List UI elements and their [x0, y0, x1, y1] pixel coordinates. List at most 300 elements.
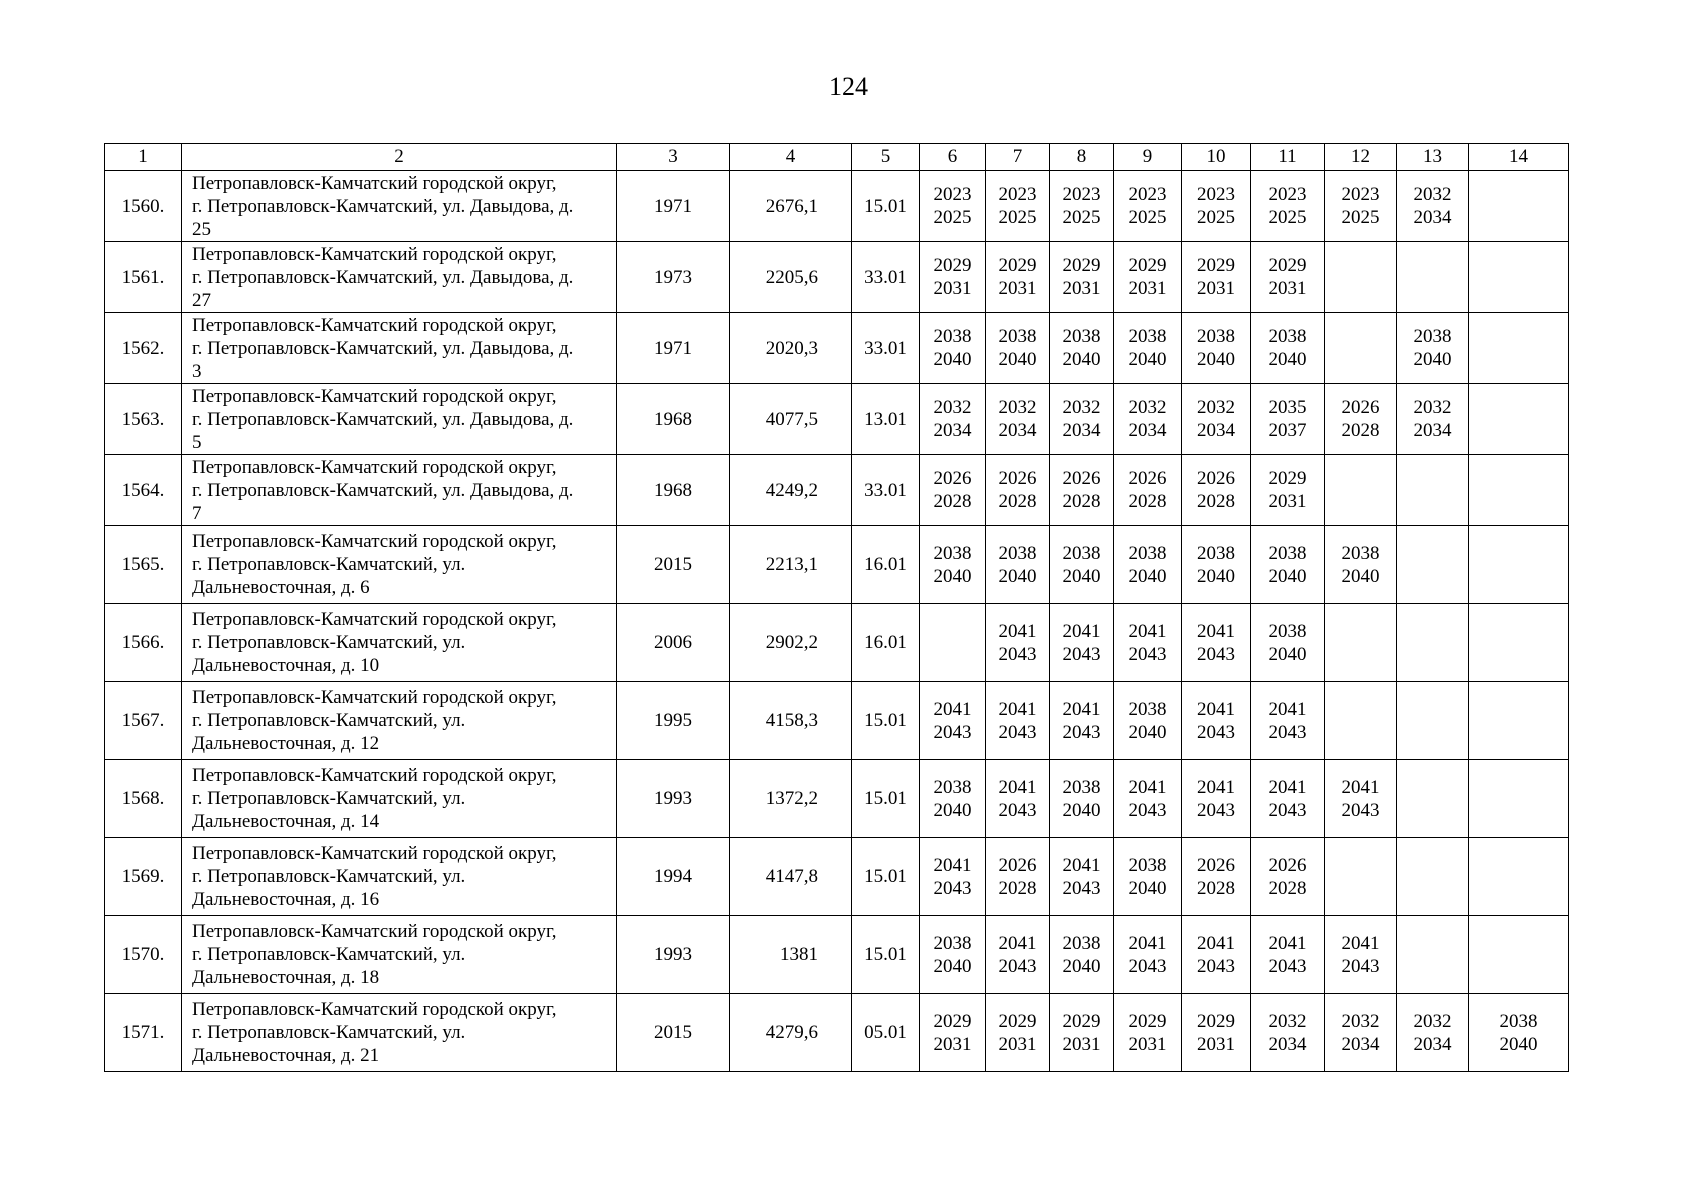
period-start-year: 2032 [1268, 1010, 1307, 1032]
period-cell [1251, 994, 1325, 1072]
table-row [105, 384, 1569, 455]
row-number-cell: 1563. [105, 384, 182, 455]
period-start-year: 2041 [1197, 620, 1235, 642]
table-row [105, 994, 1569, 1072]
period-cell [1114, 994, 1182, 1072]
address-line: 5 [192, 431, 202, 453]
period-end-year: 2043 [1197, 799, 1235, 821]
period-end-year: 2040 [1268, 565, 1307, 587]
period-start-year: 2029 [1062, 255, 1101, 276]
period-cell [986, 838, 1050, 916]
period-cell [1325, 994, 1397, 1072]
period-cell [1325, 604, 1397, 682]
construction-year-cell: 1968 [617, 455, 730, 526]
table-row [105, 171, 1569, 242]
period-cell [1114, 760, 1182, 838]
period-cell [1469, 171, 1569, 242]
period-end-year: 2031 [1268, 278, 1307, 299]
period-end-year: 2034 [998, 420, 1037, 441]
period-cell [1251, 455, 1325, 526]
code-cell: 16.01 [852, 604, 920, 682]
area-cell: 4077,5 [730, 384, 852, 455]
period-end-year: 2040 [933, 565, 972, 587]
period-end-year: 2025 [1197, 207, 1235, 228]
period-end-year: 2025 [998, 207, 1037, 228]
period-cell [1397, 604, 1469, 682]
address-line: Петропавловск-Камчатский городской округ, [192, 843, 557, 864]
period-cell [1114, 838, 1182, 916]
period-cell [1050, 994, 1114, 1072]
period-cell [920, 455, 986, 526]
period-end-year: 2028 [1128, 491, 1167, 512]
row-number-cell: 1570. [105, 916, 182, 994]
period-end-year: 2043 [933, 721, 972, 743]
address-line: г. Петропавловск-Камчатский, ул. Давыдова, д. [192, 266, 574, 288]
period-end-year: 2028 [1268, 877, 1307, 899]
period-start-year: 2029 [933, 255, 972, 276]
period-cell [1469, 242, 1569, 313]
period-start-year: 2029 [1268, 468, 1307, 489]
period-start-year: 2041 [1062, 698, 1101, 720]
period-start-year: 2029 [1128, 255, 1167, 276]
period-cell [1325, 455, 1397, 526]
period-cell [1114, 526, 1182, 604]
period-start-year: 2032 [1413, 397, 1452, 418]
period-cell [920, 916, 986, 994]
period-start-year: 2029 [1197, 255, 1235, 276]
table-row [105, 604, 1569, 682]
period-cell [986, 384, 1050, 455]
period-start-year: 2023 [1197, 184, 1235, 205]
period-cell [986, 916, 1050, 994]
period-cell [1114, 916, 1182, 994]
period-cell [1325, 526, 1397, 604]
period-cell [1251, 526, 1325, 604]
period-end-year: 2043 [998, 955, 1037, 977]
period-cell [1397, 526, 1469, 604]
period-start-year: 2038 [1062, 776, 1101, 798]
period-end-year: 2043 [1128, 643, 1167, 665]
period-end-year: 2043 [998, 799, 1037, 821]
address-cell [182, 455, 617, 526]
code-cell: 33.01 [852, 313, 920, 384]
period-cell [1469, 994, 1569, 1072]
code-cell: 13.01 [852, 384, 920, 455]
period-start-year: 2041 [1062, 854, 1101, 876]
code-cell: 33.01 [852, 242, 920, 313]
period-cell [1397, 916, 1469, 994]
period-end-year: 2043 [1268, 955, 1307, 977]
code-cell: 05.01 [852, 994, 920, 1072]
address-line: Петропавловск-Камчатский городской округ, [192, 385, 557, 407]
period-cell [986, 760, 1050, 838]
period-cell [1114, 242, 1182, 313]
period-start-year: 2026 [1341, 397, 1380, 418]
period-start-year: 2038 [933, 776, 972, 798]
period-end-year: 2043 [1341, 799, 1380, 821]
period-cell [1050, 171, 1114, 242]
construction-year-cell: 2006 [617, 604, 730, 682]
period-cell [920, 604, 986, 682]
period-end-year: 2034 [933, 420, 972, 441]
address-line: 7 [192, 502, 202, 524]
period-end-year: 2040 [1128, 565, 1167, 587]
period-cell [1325, 171, 1397, 242]
period-end-year: 2025 [1128, 207, 1167, 228]
address-cell [182, 916, 617, 994]
row-number-cell: 1568. [105, 760, 182, 838]
period-cell [1325, 838, 1397, 916]
area-cell: 4279,6 [730, 994, 852, 1072]
period-cell [1469, 682, 1569, 760]
period-cell [986, 604, 1050, 682]
period-cell [986, 455, 1050, 526]
period-start-year: 2026 [933, 468, 972, 489]
address-line: г. Петропавловск-Камчатский, ул. [192, 788, 466, 809]
period-cell [920, 682, 986, 760]
address-line: Петропавловск-Камчатский городской округ, [192, 999, 557, 1020]
period-start-year: 2038 [933, 542, 972, 564]
period-end-year: 2034 [1128, 420, 1167, 441]
row-number-cell: 1571. [105, 994, 182, 1072]
period-cell [1469, 455, 1569, 526]
period-start-year: 2041 [998, 698, 1037, 720]
code-cell: 15.01 [852, 838, 920, 916]
period-start-year: 2038 [1499, 1010, 1538, 1032]
period-end-year: 2025 [933, 207, 972, 228]
header-cell: 10 [1182, 144, 1251, 171]
period-cell [1050, 313, 1114, 384]
period-cell [1325, 682, 1397, 760]
period-cell [1397, 384, 1469, 455]
table-row [105, 242, 1569, 313]
period-cell [1050, 526, 1114, 604]
period-cell [1182, 242, 1251, 313]
period-cell [1251, 384, 1325, 455]
construction-year-cell: 2015 [617, 526, 730, 604]
period-cell [1182, 838, 1251, 916]
period-start-year: 2023 [1128, 184, 1167, 205]
period-end-year: 2028 [933, 491, 972, 512]
address-line: Дальневосточная, д. 12 [192, 733, 380, 754]
address-line: Петропавловск-Камчатский городской округ, [192, 687, 557, 708]
code-cell: 15.01 [852, 171, 920, 242]
period-start-year: 2041 [1268, 932, 1307, 954]
address-line: г. Петропавловск-Камчатский, ул. Давыдова, д. [192, 408, 574, 430]
period-start-year: 2023 [998, 184, 1037, 205]
period-end-year: 2043 [1197, 955, 1235, 977]
table-row [105, 313, 1569, 384]
period-cell [1114, 171, 1182, 242]
area-cell: 2205,6 [730, 242, 852, 313]
period-cell [920, 242, 986, 313]
period-cell [1397, 171, 1469, 242]
period-start-year: 2032 [1197, 397, 1235, 418]
period-end-year: 2043 [1062, 721, 1101, 743]
period-cell [1050, 916, 1114, 994]
construction-year-cell: 1968 [617, 384, 730, 455]
period-start-year: 2038 [1197, 326, 1235, 347]
period-start-year: 2032 [1062, 397, 1101, 418]
period-cell [1251, 313, 1325, 384]
period-cell [1251, 604, 1325, 682]
period-cell [1182, 994, 1251, 1072]
period-start-year: 2041 [1197, 698, 1235, 720]
period-end-year: 2034 [1341, 1033, 1380, 1055]
period-start-year: 2038 [1268, 326, 1307, 347]
period-start-year: 2026 [1268, 854, 1307, 876]
address-line: Петропавловск-Камчатский городской округ, [192, 921, 557, 942]
code-cell: 15.01 [852, 916, 920, 994]
period-cell [986, 994, 1050, 1072]
period-start-year: 2041 [1197, 932, 1235, 954]
period-cell [1251, 171, 1325, 242]
header-cell: 6 [920, 144, 986, 171]
area-cell: 1372,2 [730, 760, 852, 838]
row-number-cell: 1560. [105, 171, 182, 242]
period-cell [1114, 313, 1182, 384]
period-end-year: 2043 [1197, 721, 1235, 743]
period-end-year: 2043 [1268, 721, 1307, 743]
period-cell [1182, 455, 1251, 526]
period-end-year: 2031 [1197, 1033, 1235, 1055]
construction-year-cell: 1993 [617, 916, 730, 994]
row-number-cell: 1562. [105, 313, 182, 384]
address-line: г. Петропавловск-Камчатский, ул. [192, 944, 466, 965]
table-body [105, 171, 1569, 1072]
period-cell [1469, 313, 1569, 384]
period-start-year: 2038 [1268, 620, 1307, 642]
period-end-year: 2040 [1062, 955, 1101, 977]
period-cell [1114, 604, 1182, 682]
period-start-year: 2032 [1413, 184, 1452, 205]
period-cell [1397, 313, 1469, 384]
construction-year-cell: 1973 [617, 242, 730, 313]
header-cell: 5 [852, 144, 920, 171]
period-cell [1050, 455, 1114, 526]
period-end-year: 2043 [1128, 799, 1167, 821]
row-number-cell: 1569. [105, 838, 182, 916]
period-end-year: 2040 [998, 349, 1037, 370]
period-cell [1325, 384, 1397, 455]
header-cell: 13 [1397, 144, 1469, 171]
period-start-year: 2041 [998, 776, 1037, 798]
period-start-year: 2035 [1268, 397, 1307, 418]
address-line: Петропавловск-Камчатский городской округ, [192, 314, 557, 336]
period-start-year: 2029 [1268, 255, 1307, 276]
row-number-cell: 1561. [105, 242, 182, 313]
header-cell: 1 [105, 144, 182, 171]
period-end-year: 2040 [1268, 643, 1307, 665]
period-cell [1325, 313, 1397, 384]
code-cell: 33.01 [852, 455, 920, 526]
address-cell [182, 604, 617, 682]
period-end-year: 2040 [1128, 721, 1167, 743]
period-start-year: 2038 [998, 542, 1037, 564]
period-end-year: 2043 [1268, 799, 1307, 821]
period-end-year: 2040 [933, 955, 972, 977]
period-start-year: 2023 [1341, 184, 1380, 205]
code-cell: 15.01 [852, 760, 920, 838]
period-end-year: 2040 [933, 349, 972, 370]
period-end-year: 2040 [1062, 349, 1101, 370]
period-cell [920, 313, 986, 384]
period-cell [1251, 838, 1325, 916]
period-end-year: 2040 [1268, 349, 1307, 370]
period-cell [1182, 313, 1251, 384]
address-line: г. Петропавловск-Камчатский, ул. [192, 866, 466, 887]
period-end-year: 2028 [1197, 491, 1235, 512]
period-end-year: 2025 [1341, 207, 1380, 228]
address-line: Дальневосточная, д. 10 [192, 655, 380, 676]
header-cell: 2 [182, 144, 617, 171]
construction-year-cell: 1995 [617, 682, 730, 760]
address-cell [182, 242, 617, 313]
period-cell [1251, 242, 1325, 313]
period-cell [1469, 760, 1569, 838]
period-end-year: 2031 [1062, 278, 1101, 299]
period-start-year: 2041 [1128, 776, 1167, 798]
address-cell [182, 384, 617, 455]
period-start-year: 2032 [1341, 1010, 1380, 1032]
period-end-year: 2040 [1197, 565, 1235, 587]
period-start-year: 2041 [1128, 620, 1167, 642]
table-row [105, 916, 1569, 994]
period-cell [986, 242, 1050, 313]
period-cell [1397, 994, 1469, 1072]
period-start-year: 2041 [1062, 620, 1101, 642]
address-line: г. Петропавловск-Камчатский, ул. Давыдова, д. [192, 479, 574, 501]
period-end-year: 2043 [933, 877, 972, 899]
period-end-year: 2040 [1197, 349, 1235, 370]
period-start-year: 2026 [1197, 468, 1235, 489]
period-start-year: 2041 [1268, 698, 1307, 720]
construction-year-cell: 1971 [617, 313, 730, 384]
period-start-year: 2029 [998, 255, 1037, 276]
header-cell: 11 [1251, 144, 1325, 171]
period-end-year: 2034 [1268, 1033, 1307, 1055]
period-cell [920, 760, 986, 838]
address-line: Дальневосточная, д. 21 [192, 1045, 380, 1066]
address-line: г. Петропавловск-Камчатский, ул. [192, 632, 466, 653]
construction-year-cell: 2015 [617, 994, 730, 1072]
address-line: г. Петропавловск-Камчатский, ул. [192, 710, 466, 731]
period-cell [1114, 682, 1182, 760]
header-row [105, 144, 1569, 171]
period-cell [1469, 838, 1569, 916]
address-line: г. Петропавловск-Камчатский, ул. Давыдова, д. [192, 195, 574, 217]
period-end-year: 2040 [1128, 349, 1167, 370]
period-end-year: 2028 [998, 491, 1037, 512]
period-start-year: 2032 [933, 397, 972, 418]
header-cell: 4 [730, 144, 852, 171]
area-cell: 2020,3 [730, 313, 852, 384]
period-start-year: 2038 [1413, 326, 1452, 347]
period-start-year: 2023 [1268, 184, 1307, 205]
period-cell [1325, 760, 1397, 838]
period-cell [1050, 682, 1114, 760]
period-cell [1397, 760, 1469, 838]
header-cell: 14 [1469, 144, 1569, 171]
header-cell: 8 [1050, 144, 1114, 171]
period-end-year: 2031 [1197, 278, 1235, 299]
period-end-year: 2028 [1197, 877, 1235, 899]
row-number-cell: 1567. [105, 682, 182, 760]
address-line: 27 [192, 289, 211, 311]
address-line: Петропавловск-Камчатский городской округ, [192, 456, 557, 478]
address-line: г. Петропавловск-Камчатский, ул. [192, 554, 466, 575]
address-line: Дальневосточная, д. 16 [192, 889, 380, 910]
table-row [105, 526, 1569, 604]
period-end-year: 2028 [1062, 491, 1101, 512]
period-cell [986, 171, 1050, 242]
period-start-year: 2041 [1268, 776, 1307, 798]
period-end-year: 2040 [1128, 877, 1167, 899]
address-cell [182, 760, 617, 838]
period-end-year: 2040 [1062, 565, 1101, 587]
period-start-year: 2041 [1128, 932, 1167, 954]
period-cell [1050, 760, 1114, 838]
period-cell [986, 526, 1050, 604]
period-cell [920, 994, 986, 1072]
period-start-year: 2032 [1413, 1010, 1452, 1032]
period-end-year: 2043 [1062, 877, 1101, 899]
period-cell [1397, 682, 1469, 760]
area-cell: 2213,1 [730, 526, 852, 604]
period-start-year: 2026 [1062, 468, 1101, 489]
address-line: Петропавловск-Камчатский городской округ, [192, 172, 557, 194]
period-start-year: 2023 [1062, 184, 1101, 205]
period-cell [1050, 384, 1114, 455]
period-cell [1114, 455, 1182, 526]
address-cell [182, 682, 617, 760]
period-start-year: 2038 [1128, 542, 1167, 564]
period-start-year: 2038 [1062, 326, 1101, 347]
period-cell [920, 171, 986, 242]
period-start-year: 2041 [1341, 776, 1380, 798]
period-cell [1251, 760, 1325, 838]
period-cell [1182, 604, 1251, 682]
period-cell [1469, 526, 1569, 604]
period-end-year: 2031 [998, 1033, 1037, 1055]
header-cell: 3 [617, 144, 730, 171]
address-cell [182, 171, 617, 242]
period-start-year: 2029 [933, 1010, 972, 1032]
period-start-year: 2038 [1128, 326, 1167, 347]
code-cell: 15.01 [852, 682, 920, 760]
period-start-year: 2038 [1197, 542, 1235, 564]
period-start-year: 2029 [1197, 1010, 1235, 1032]
period-cell [1182, 760, 1251, 838]
header-cell: 12 [1325, 144, 1397, 171]
period-end-year: 2028 [1341, 420, 1380, 441]
period-start-year: 2041 [933, 854, 972, 876]
area-cell: 4147,8 [730, 838, 852, 916]
period-cell [920, 526, 986, 604]
table-row [105, 682, 1569, 760]
period-cell [1397, 838, 1469, 916]
period-start-year: 2026 [998, 468, 1037, 489]
period-cell [1050, 242, 1114, 313]
period-cell [1182, 384, 1251, 455]
period-cell [1050, 838, 1114, 916]
address-line: Петропавловск-Камчатский городской округ, [192, 531, 557, 552]
period-start-year: 2026 [1128, 468, 1167, 489]
period-end-year: 2031 [1268, 491, 1307, 512]
period-start-year: 2029 [1128, 1010, 1167, 1032]
period-start-year: 2032 [998, 397, 1037, 418]
period-cell [1469, 384, 1569, 455]
